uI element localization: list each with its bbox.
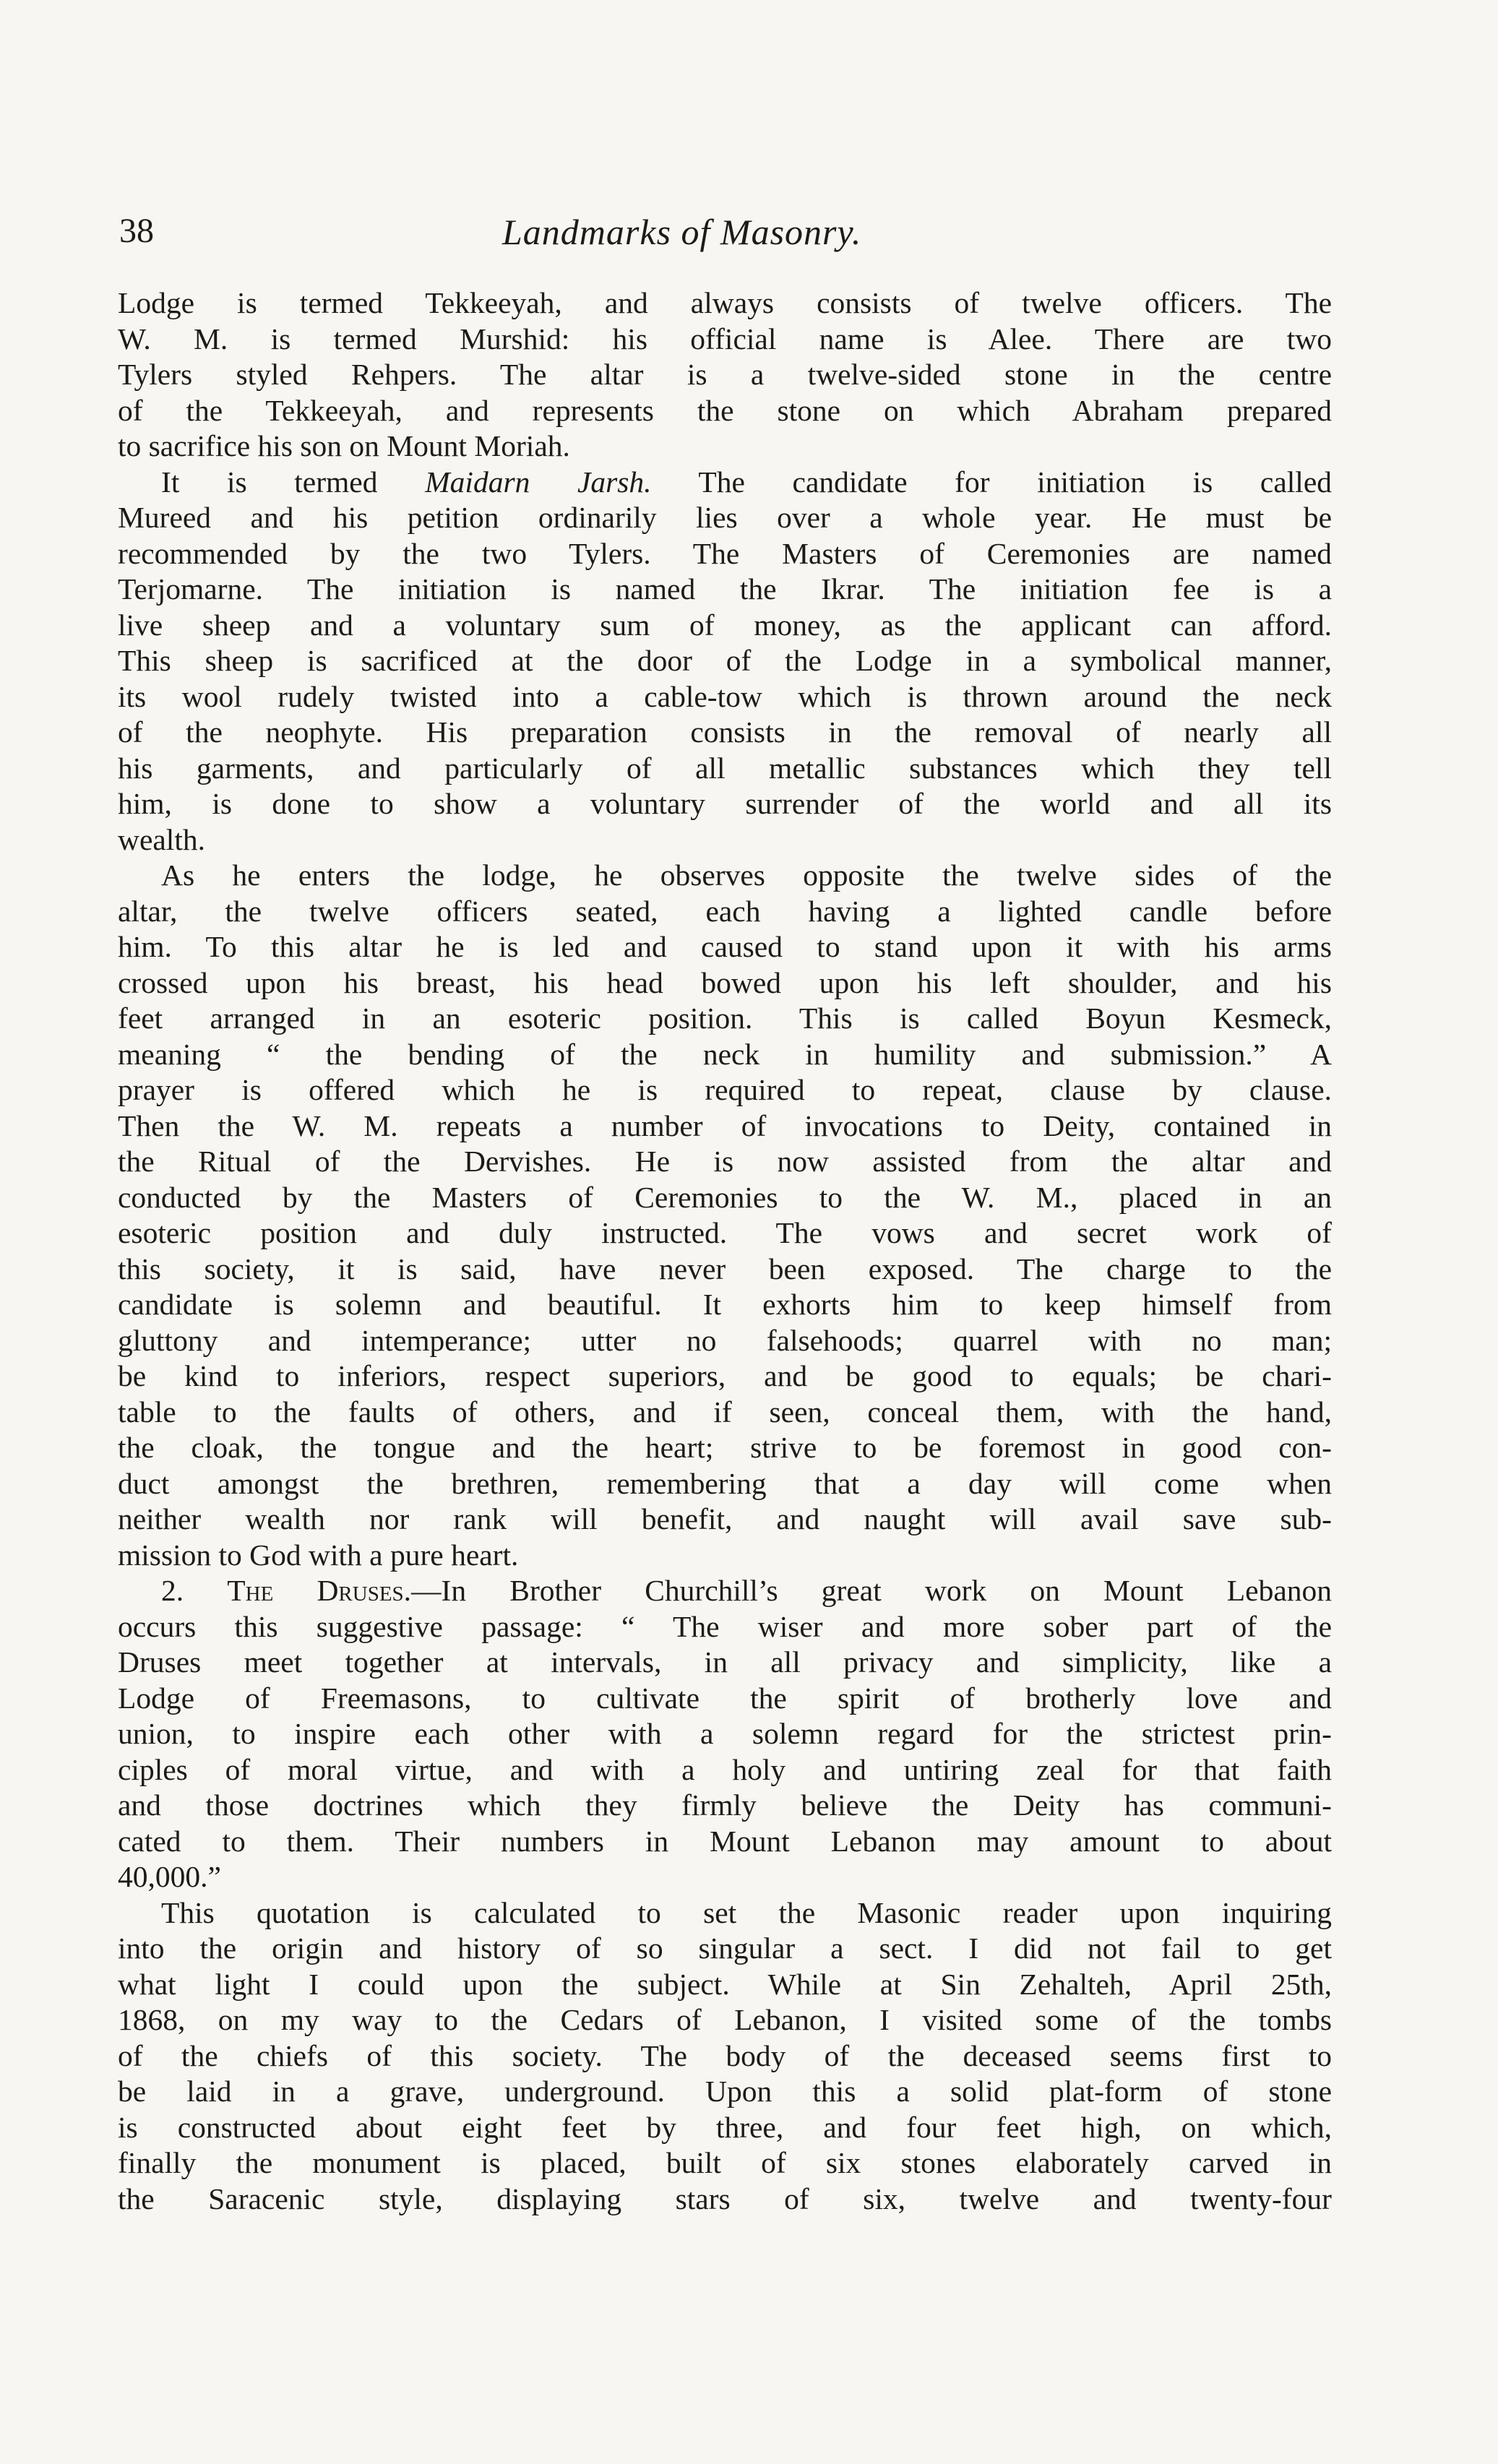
text-line: and those doctrines which they firmly believe the Deity has communi- bbox=[118, 1788, 1332, 1822]
text-line: to sacrifice his son on Mount Moriah. bbox=[118, 429, 570, 462]
text-line: Mureed and his petition ordinarily lies over a whole year. He must be bbox=[118, 501, 1332, 534]
text-line bbox=[118, 1573, 1332, 1609]
text-line: Lodge of Freemasons, to cultivate the spirit of brotherly love and bbox=[118, 1681, 1332, 1715]
text-line: As he enters the lodge, he observes opposite the twelve sides of the bbox=[161, 858, 1332, 892]
text-line: prayer is offered which he is required to repeat, clause by clause. bbox=[118, 1073, 1332, 1106]
text-run: —In Brother Churchill’s great work on Mount Lebanon bbox=[411, 1574, 1332, 1607]
text-line: crossed upon his breast, his head bowed upon his left shoulder, and his bbox=[118, 965, 1332, 999]
text-line: feet arranged in an esoteric position. This is called Boyun Kesmeck, bbox=[118, 1001, 1332, 1035]
text-line: mission to God with a pure heart. bbox=[118, 1538, 519, 1572]
text-line: occurs this suggestive passage: “ The wiser and more sober part of the bbox=[118, 1609, 1332, 1643]
text-line: his garments, and particularly of all metallic substances which they tell bbox=[118, 751, 1332, 785]
text-line: the Ritual of the Dervishes. He is now assisted from the altar and bbox=[118, 1145, 1332, 1178]
text-line: live sheep and a voluntary sum of money, as the applicant can afford. bbox=[118, 608, 1332, 642]
text-line: wealth. bbox=[118, 822, 205, 856]
text-line bbox=[118, 465, 1332, 501]
text-line: be kind to inferiors, respect superiors, and be good to equals; be chari- bbox=[118, 1359, 1332, 1392]
text-line: esoteric position and duly instructed. The vows and secret work of bbox=[118, 1216, 1332, 1249]
text-line: ciples of moral virtue, and with a holy and untiring zeal for that faith bbox=[118, 1752, 1332, 1786]
text-line: 1868, on my way to the Cedars of Lebanon, I visited some of the tombs bbox=[118, 2003, 1332, 2036]
text-line: be laid in a grave, underground. Upon this a solid plat-form of stone bbox=[118, 2075, 1332, 2108]
text-line: union, to inspire each other with a solemn regard for the strictest prin- bbox=[118, 1717, 1332, 1750]
text-line: of the neophyte. His preparation consists in the removal of nearly all bbox=[118, 715, 1332, 749]
text-line: candidate is solemn and beautiful. It exhorts him to keep himself from bbox=[118, 1288, 1332, 1321]
text-line: 40,000.” bbox=[118, 1860, 221, 1893]
text-line: Tylers styled Rehpers. The altar is a twelve-sided stone in the centre bbox=[118, 358, 1332, 391]
section-heading: The Druses. bbox=[227, 1574, 412, 1607]
text-line: neither wealth nor rank will benefit, and naught will avail save sub- bbox=[118, 1502, 1332, 1535]
text-line: meaning “ the bending of the neck in humility and submission.” A bbox=[118, 1037, 1332, 1071]
italic-term: Maidarn Jarsh. bbox=[425, 465, 652, 499]
text-line: Then the W. M. repeats a number of invocations to Deity, contained in bbox=[118, 1108, 1332, 1142]
text-line: what light I could upon the subject. While at Sin Zehalteh, April 25th, bbox=[118, 1967, 1332, 2001]
text-line: recommended by the two Tylers. The Masters of Ceremonies are named bbox=[118, 536, 1332, 570]
text-line: This quotation is calculated to set the Masonic reader upon inquiring bbox=[161, 1895, 1332, 1929]
text-line: W. M. is termed Murshid: his official name is Alee. There are two bbox=[118, 322, 1332, 356]
text-line: of the Tekkeeyah, and represents the stone on which Abraham prepared bbox=[118, 393, 1332, 427]
page-number: 38 bbox=[119, 212, 154, 250]
text-line: duct amongst the brethren, remembering that a day will come when bbox=[118, 1466, 1332, 1500]
text-line: him. To this altar he is led and caused to stand upon it with his arms bbox=[118, 930, 1332, 963]
text-line: table to the faults of others, and if seen, conceal them, with the hand, bbox=[118, 1395, 1332, 1429]
text-line: Terjomarne. The initiation is named the Ikrar. The initiation fee is a bbox=[118, 572, 1332, 606]
text-run: The candidate for initiation is called bbox=[651, 465, 1332, 499]
text-line: of the chiefs of this society. The body of the deceased seems first to bbox=[118, 2038, 1332, 2072]
text-line: its wool rudely twisted into a cable-tow which is thrown around the neck bbox=[118, 679, 1332, 713]
text-line: finally the monument is placed, built of six stones elaborately carved in bbox=[118, 2146, 1332, 2179]
text-line: the Saracenic style, displaying stars of six, twelve and twenty-four bbox=[118, 2181, 1332, 2215]
text-line: the cloak, the tongue and the heart; strive to be foremost in good con- bbox=[118, 1431, 1332, 1464]
text-line: conducted by the Masters of Ceremonies to the W. M., placed in an bbox=[118, 1180, 1332, 1214]
text-line: cated to them. Their numbers in Mount Lebanon may amount to about bbox=[118, 1824, 1332, 1858]
text-run: 2. bbox=[161, 1574, 228, 1607]
text-line: gluttony and intemperance; utter no falsehoods; quarrel with no man; bbox=[118, 1323, 1332, 1357]
text-line: This sheep is sacrificed at the door of the Lodge in a symbolical manner, bbox=[118, 644, 1332, 677]
running-title: Landmarks of Masonry. bbox=[502, 212, 862, 252]
text-line: into the origin and history of so singular a sect. I did not fail to get bbox=[118, 1931, 1332, 1965]
text-line: Druses meet together at intervals, in all privacy and simplicity, like a bbox=[118, 1645, 1332, 1679]
body-text bbox=[118, 285, 1332, 2217]
page-header bbox=[119, 211, 1330, 262]
text-run: It is termed bbox=[161, 465, 426, 499]
text-line: this society, it is said, have never been exposed. The charge to the bbox=[118, 1252, 1332, 1285]
text-line: him, is done to show a voluntary surrender of the world and all its bbox=[118, 787, 1332, 820]
text-line: is constructed about eight feet by three, and four feet high, on which, bbox=[118, 2110, 1332, 2144]
text-line: Lodge is termed Tekkeeyah, and always consists of twelve officers. The bbox=[118, 286, 1332, 319]
text-line: altar, the twelve officers seated, each having a lighted candle before bbox=[118, 894, 1332, 928]
